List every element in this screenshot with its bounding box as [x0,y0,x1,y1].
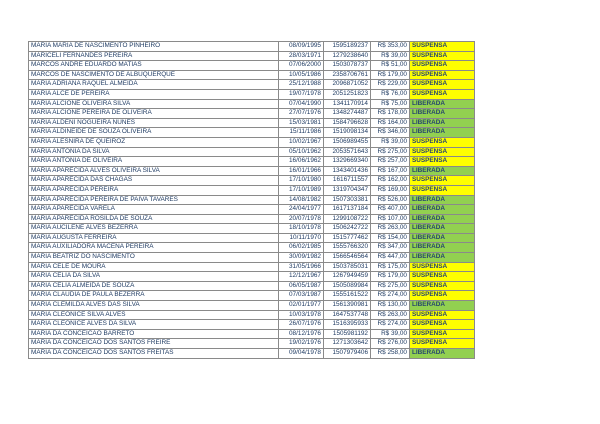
value-cell[interactable]: R$ 346,00 [371,128,410,138]
value-cell[interactable]: R$ 274,00 [371,320,410,330]
birthdate-cell[interactable]: 10/11/1970 [279,233,324,243]
status-cell[interactable]: LIBERADA [410,224,475,234]
table-row [29,329,475,339]
birthdate-cell[interactable]: 25/12/1988 [279,80,324,90]
birthdate-cell[interactable]: 28/03/1971 [279,51,324,61]
birthdate-cell[interactable]: 02/01/1977 [279,301,324,311]
status-cell[interactable]: SUSPENSA [410,320,475,330]
name-cell[interactable]: MARIA AUXILIADORA MACENA PEREIRA [29,243,279,253]
table-body [29,42,475,359]
phone-cell[interactable]: 1515777462 [324,233,371,243]
phone-cell[interactable]: 1503078737 [324,61,371,71]
table-row [29,320,475,330]
value-cell[interactable]: R$ 154,00 [371,233,410,243]
phone-cell[interactable]: 1329669340 [324,157,371,167]
name-cell[interactable]: MARCOS ANDRE EDUARDO MATIAS [29,61,279,71]
value-cell[interactable]: R$ 275,00 [371,281,410,291]
table-row [29,349,475,359]
birthdate-cell[interactable]: 17/10/1980 [279,176,324,186]
status-cell[interactable]: LIBERADA [410,233,475,243]
status-cell[interactable]: LIBERADA [410,301,475,311]
name-cell[interactable]: MARIA CELIA ALMEIDA DE SOUZA [29,281,279,291]
value-cell[interactable]: R$ 169,00 [371,185,410,195]
phone-cell[interactable]: 1299108722 [324,214,371,224]
birthdate-cell[interactable]: 14/08/1982 [279,195,324,205]
value-cell[interactable]: R$ 229,00 [371,80,410,90]
table-row [29,243,475,253]
table-row [29,281,475,291]
name-cell[interactable]: MARIA ANTONIA DA SILVA [29,147,279,157]
phone-cell[interactable]: 1267949459 [324,272,371,282]
birthdate-cell[interactable]: 08/09/1995 [279,42,324,52]
table-row [29,185,475,195]
birthdate-cell[interactable]: 07/04/1990 [279,99,324,109]
value-cell[interactable]: R$ 179,00 [371,70,410,80]
phone-cell[interactable]: 1617137184 [324,205,371,215]
status-cell[interactable]: SUSPENSA [410,70,475,80]
table-row [29,80,475,90]
table-row [29,291,475,301]
name-cell[interactable]: MARIA CLEONICE ALVES DA SILVA [29,320,279,330]
birthdate-cell[interactable]: 16/01/1966 [279,166,324,176]
table-row [29,205,475,215]
name-cell[interactable]: MARIA ALCIONE OLIVEIRA SILVA [29,99,279,109]
status-cell[interactable]: SUSPENSA [410,147,475,157]
table-row [29,89,475,99]
status-cell[interactable]: LIBERADA [410,243,475,253]
phone-cell[interactable]: 1506242722 [324,224,371,234]
phone-cell[interactable]: 1506989455 [324,137,371,147]
name-cell[interactable]: MARIA DA CONCEICAO DOS SANTOS FREIRE [29,339,279,349]
status-cell[interactable]: SUSPENSA [410,51,475,61]
status-cell[interactable]: LIBERADA [410,253,475,263]
status-cell[interactable]: LIBERADA [410,118,475,128]
name-cell[interactable]: MARIA MARIA DE NASCIMENTO PINHEIRO [29,42,279,52]
value-cell[interactable]: R$ 258,00 [371,349,410,359]
birthdate-cell[interactable]: 05/10/1962 [279,147,324,157]
value-cell[interactable]: R$ 178,00 [371,109,410,119]
spreadsheet-table [28,41,475,359]
value-cell[interactable]: R$ 274,00 [371,291,410,301]
phone-cell[interactable]: 1519098134 [324,128,371,138]
value-cell[interactable]: R$ 276,00 [371,339,410,349]
table-row [29,118,475,128]
table-row [29,253,475,263]
name-cell[interactable]: MARIA ALESNIRA DE QUEIROZ [29,137,279,147]
value-cell[interactable]: R$ 407,00 [371,205,410,215]
birthdate-cell[interactable]: 27/07/1976 [279,109,324,119]
value-cell[interactable]: R$ 39,00 [371,329,410,339]
status-cell[interactable]: SUSPENSA [410,89,475,99]
status-cell[interactable]: SUSPENSA [410,272,475,282]
birthdate-cell[interactable]: 20/07/1978 [279,214,324,224]
name-cell[interactable]: MARIA CLEONICE SILVA ALVES [29,310,279,320]
table-row [29,262,475,272]
birthdate-cell[interactable]: 08/12/1976 [279,329,324,339]
value-cell[interactable]: R$ 263,00 [371,310,410,320]
value-cell[interactable]: R$ 526,00 [371,195,410,205]
value-cell[interactable]: R$ 167,00 [371,166,410,176]
name-cell[interactable]: MARIA ALCE DE PEREIRA [29,89,279,99]
table-row [29,301,475,311]
birthdate-cell[interactable]: 07/03/1987 [279,291,324,301]
status-cell[interactable]: SUSPENSA [410,42,475,52]
phone-cell[interactable]: 1341170914 [324,99,371,109]
value-cell[interactable]: R$ 51,00 [371,61,410,71]
value-cell[interactable]: R$ 75,00 [371,99,410,109]
birthdate-cell[interactable]: 24/04/1977 [279,205,324,215]
phone-cell[interactable]: 1595189237 [324,42,371,52]
status-cell[interactable]: SUSPENSA [410,262,475,272]
birthdate-cell[interactable]: 17/10/1989 [279,185,324,195]
name-cell[interactable]: MARIA DA CONCEICAO DOS SANTOS FREITAS [29,349,279,359]
value-cell[interactable]: R$ 257,00 [371,157,410,167]
value-cell[interactable]: R$ 76,00 [371,89,410,99]
phone-cell[interactable]: 1616711557 [324,176,371,186]
birthdate-cell[interactable]: 19/07/1978 [279,89,324,99]
birthdate-cell[interactable]: 19/02/1976 [279,339,324,349]
status-cell[interactable]: SUSPENSA [410,80,475,90]
phone-cell[interactable]: 1516395933 [324,320,371,330]
name-cell[interactable]: MARIA APARECIDA PEREIRA DE PAIVA TAVARES [29,195,279,205]
birthdate-cell[interactable]: 07/06/2000 [279,61,324,71]
phone-cell[interactable]: 1505089984 [324,281,371,291]
status-cell[interactable]: LIBERADA [410,99,475,109]
value-cell[interactable]: R$ 162,00 [371,176,410,186]
value-cell[interactable]: R$ 164,00 [371,118,410,128]
phone-cell[interactable]: 1348274487 [324,109,371,119]
name-cell[interactable]: MARIA CELE DE MOURA [29,262,279,272]
value-cell[interactable]: R$ 447,00 [371,253,410,263]
phone-cell[interactable]: 1279238640 [324,51,371,61]
name-cell[interactable]: MARIA AUGUSTA FERREIRA [29,233,279,243]
value-cell[interactable]: R$ 39,00 [371,137,410,147]
status-cell[interactable]: SUSPENSA [410,329,475,339]
name-cell[interactable]: MARIA APARECIDA ROSILDA DE SOUZA [29,214,279,224]
status-cell[interactable]: SUSPENSA [410,310,475,320]
value-cell[interactable]: R$ 175,00 [371,262,410,272]
status-cell[interactable]: LIBERADA [410,166,475,176]
table-row [29,224,475,234]
name-cell[interactable]: MARIA CELIA DA SILVA [29,272,279,282]
phone-cell[interactable]: 1507979406 [324,349,371,359]
birthdate-cell[interactable]: 10/03/1978 [279,310,324,320]
status-cell[interactable]: SUSPENSA [410,281,475,291]
phone-cell[interactable]: 1561390981 [324,301,371,311]
name-cell[interactable]: MARIA APARECIDA VARELA [29,205,279,215]
birthdate-cell[interactable]: 10/02/1967 [279,137,324,147]
birthdate-cell[interactable]: 09/04/1978 [279,349,324,359]
table-row [29,339,475,349]
table-row [29,310,475,320]
phone-cell[interactable]: 1271303642 [324,339,371,349]
phone-cell[interactable]: 2051251823 [324,89,371,99]
table-row [29,176,475,186]
name-cell[interactable]: MARIA ALCIONE PEREIRA DE OLIVEIRA [29,109,279,119]
name-cell[interactable]: MARIA BEATRIZ DO NASCIMENTO [29,253,279,263]
birthdate-cell[interactable]: 31/05/1966 [279,262,324,272]
table-row [29,70,475,80]
table-row [29,157,475,167]
birthdate-cell[interactable]: 06/02/1985 [279,243,324,253]
phone-cell[interactable]: 2096871052 [324,80,371,90]
table-row [29,233,475,243]
phone-cell[interactable]: 1555766320 [324,243,371,253]
birthdate-cell[interactable]: 06/05/1987 [279,281,324,291]
name-cell[interactable]: MARIA CLEMILDA ALVES DAS SILVA [29,301,279,311]
status-cell[interactable]: SUSPENSA [410,157,475,167]
table-row [29,51,475,61]
status-cell[interactable]: LIBERADA [410,349,475,359]
phone-cell[interactable]: 1507303381 [324,195,371,205]
name-cell[interactable]: MARIA CLAUDIA DE PAULA BEZERRA [29,291,279,301]
birthdate-cell[interactable]: 15/11/1986 [279,128,324,138]
value-cell[interactable]: R$ 353,00 [371,42,410,52]
phone-cell[interactable]: 1503785031 [324,262,371,272]
phone-cell[interactable]: 1566546564 [324,253,371,263]
status-cell[interactable]: SUSPENSA [410,61,475,71]
table-row [29,166,475,176]
table-row [29,137,475,147]
name-cell[interactable]: MARIA APARECIDA PEREIRA [29,185,279,195]
birthdate-cell[interactable]: 30/09/1982 [279,253,324,263]
value-cell[interactable]: R$ 179,00 [371,272,410,282]
status-cell[interactable]: SUSPENSA [410,291,475,301]
value-cell[interactable]: R$ 263,00 [371,224,410,234]
table-row [29,128,475,138]
birthdate-cell[interactable]: 18/10/1978 [279,224,324,234]
name-cell[interactable]: MARIA APARECIDA ALVES OLIVEIRA SILVA [29,166,279,176]
table-row [29,99,475,109]
name-cell[interactable]: MARIA DA CONCEICAO BARRETO [29,329,279,339]
status-cell[interactable]: LIBERADA [410,205,475,215]
phone-cell[interactable]: 1343401436 [324,166,371,176]
value-cell[interactable]: R$ 130,00 [371,301,410,311]
table-row [29,61,475,71]
status-cell[interactable]: SUSPENSA [410,176,475,186]
value-cell[interactable]: R$ 275,00 [371,147,410,157]
table-row [29,195,475,205]
status-cell[interactable]: SUSPENSA [410,137,475,147]
name-cell[interactable]: MARIA ALDENI NOGUEIRA NUNES [29,118,279,128]
name-cell[interactable]: MARIA AUCILENE ALVES BEZERRA [29,224,279,234]
phone-cell[interactable]: 2053571643 [324,147,371,157]
name-cell[interactable]: MARIA ALDINEIDE DE SOUZA OLIVEIRA [29,128,279,138]
status-cell[interactable]: SUSPENSA [410,185,475,195]
name-cell[interactable]: MARICELI FERNANDES PEREIRA [29,51,279,61]
table-row [29,272,475,282]
status-cell[interactable]: LIBERADA [410,128,475,138]
name-cell[interactable]: MARIA APARECIDA DAS CHAGAS [29,176,279,186]
phone-cell[interactable]: 1584796628 [324,118,371,128]
table-row [29,147,475,157]
status-cell[interactable]: LIBERADA [410,214,475,224]
birthdate-cell[interactable]: 26/07/1976 [279,320,324,330]
name-cell[interactable]: MARCOS DE NASCIMENTO DE ALBUQUERQUE [29,70,279,80]
name-cell[interactable]: MARIA ADRIANA RAQUEL ALMEIDA [29,80,279,90]
birthdate-cell[interactable]: 15/03/1981 [279,118,324,128]
phone-cell[interactable]: 1555161522 [324,291,371,301]
value-cell[interactable]: R$ 107,00 [371,214,410,224]
phone-cell[interactable]: 1647537748 [324,310,371,320]
status-cell[interactable]: LIBERADA [410,195,475,205]
name-cell[interactable]: MARIA ANTONIA DE OLIVEIRA [29,157,279,167]
phone-cell[interactable]: 1505981192 [324,329,371,339]
table-row [29,109,475,119]
phone-cell[interactable]: 1319704347 [324,185,371,195]
birthdate-cell[interactable]: 12/12/1967 [279,272,324,282]
table-row [29,42,475,52]
birthdate-cell[interactable]: 16/06/1962 [279,157,324,167]
birthdate-cell[interactable]: 10/05/1986 [279,70,324,80]
value-cell[interactable]: R$ 39,00 [371,51,410,61]
phone-cell[interactable]: 2358706761 [324,70,371,80]
value-cell[interactable]: R$ 347,00 [371,243,410,253]
table-row [29,214,475,224]
status-cell[interactable]: LIBERADA [410,109,475,119]
status-cell[interactable]: SUSPENSA [410,339,475,349]
